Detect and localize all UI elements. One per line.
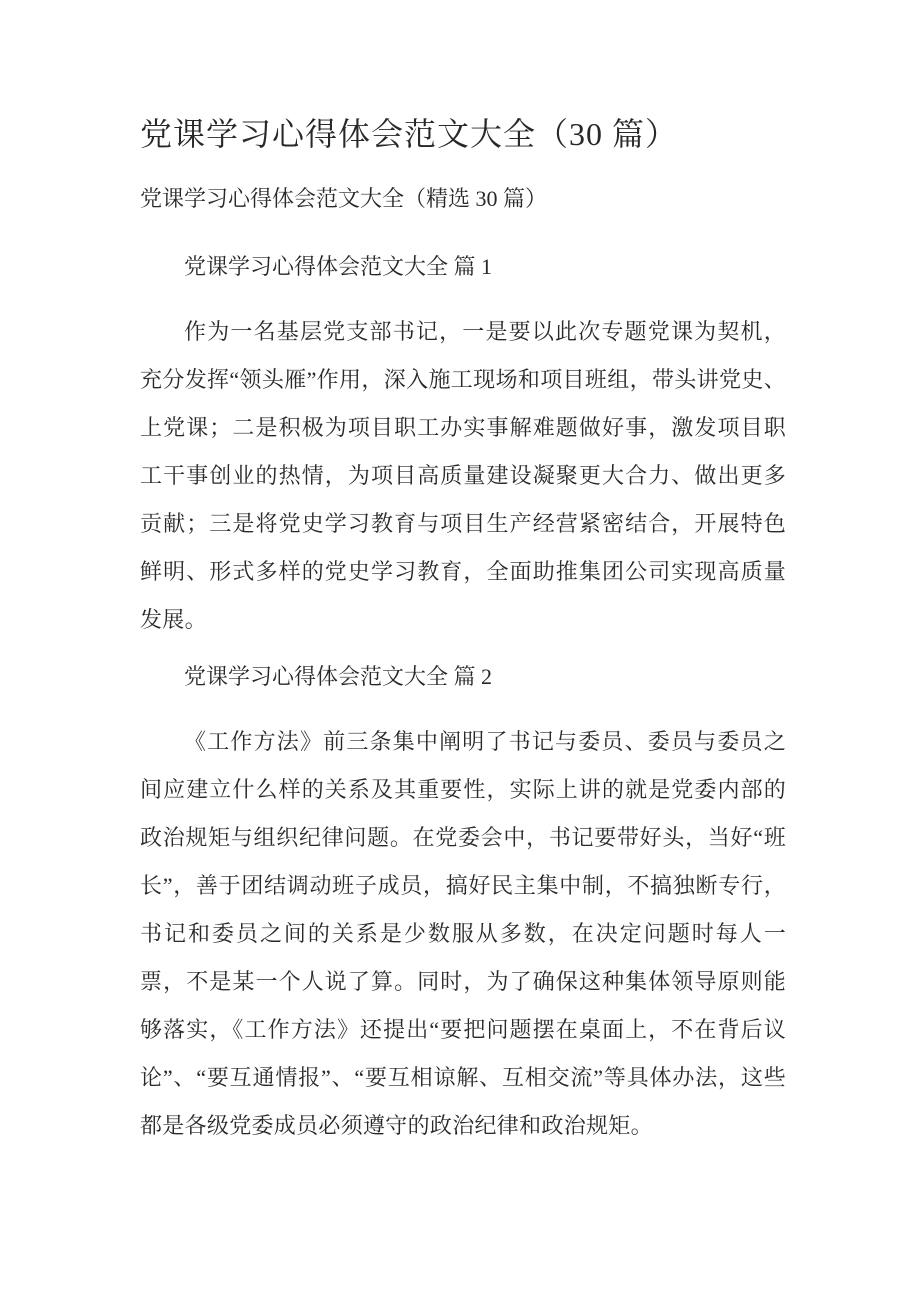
section-2-paragraph: 《工作方法》前三条集中阐明了书记与委员、委员与委员之间应建立什么样的关系及其重要性，实际上讲的就是党委内部的政治规矩与组织纪律问题。在党委会中，书记要带好头，当好“班长”，善于团结调动班子成员，搞好民主集中制，不搞独断专行，书记和委员之间的关系是少数服从多数，在决定问题时每人一票，不是某一个人说了算。同时，为了确保这种集体领导原则能够落实，《工作方法》还提出“要把问题摆在桌面上，不在背后议论”、“要互通情报”、“要互相谅解、互相交流”等具体办法，这些都是各级党委成员必须遵守的政治纪律和政治规矩。 <box>140 729 786 1138</box>
section-1-paragraph: 作为一名基层党支部书记，一是要以此次专题党课为契机，充分发挥“领头雁”作用，深入施工现场和项目班组，带头讲党史、上党课；二是积极为项目职工办实事解难题做好事，激发项目职工干事创业的热情，为项目高质量建设凝聚更大合力、做出更多贡献；三是将党史学习教育与项目生产经营紧密结合，开展特色鲜明、形式多样的党史学习教育，全面助推集团公司实现高质量发展。 <box>140 319 786 632</box>
page-title: 党课学习心得体会范文大全（30 篇） <box>140 116 679 152</box>
document-subtitle: 党课学习心得体会范文大全（精选 30 篇） <box>140 186 548 211</box>
section-heading-1: 党课学习心得体会范文大全 篇 1 <box>184 254 493 279</box>
section-heading-2: 党课学习心得体会范文大全 篇 2 <box>184 664 493 689</box>
